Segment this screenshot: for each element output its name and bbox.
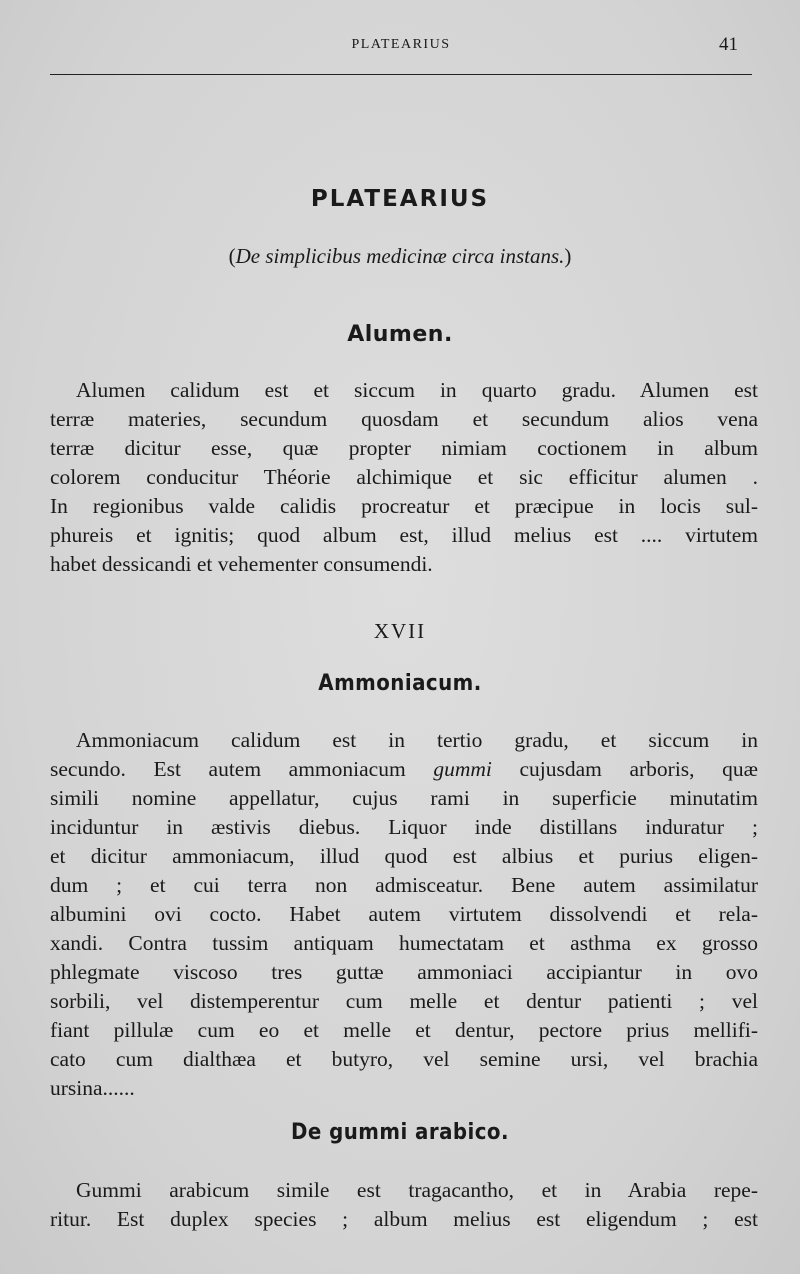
text-line: fiant pillulæ cum eo et melle et dentur, pectore prius mellifi- [50,1018,758,1042]
text-line: terræ materies, secundum quosdam et secundum alios vena [50,407,758,431]
page-number: 41 [719,34,738,55]
text-line: colorem conducitur Théorie alchimique et sic efficitur alumen . [50,465,758,489]
text-line-with-italic [50,755,758,784]
text-line: albumini ovi cocto. Habet autem virtutem dissolvendi et rela- [50,902,758,926]
paragraph-ammoniacum [50,726,758,1103]
running-head [50,34,752,58]
text-line: Ammoniacum calidum est in tertio gradu, et siccum in [76,728,758,752]
text-line: xandi. Contra tussim antiquam humectatam et asthma ex grosso [50,931,758,955]
chapter-subtitle [0,244,800,269]
subtitle-open-paren: ( [228,244,236,268]
text-line: In regionibus valde calidis procreatur et præcipue in locis sul- [50,494,758,518]
section-numeral: XVII [373,619,427,643]
text-line: ursina...... [50,1076,135,1100]
text-line: et dicitur ammoniacum, illud quod est albius et purius eligen- [50,844,758,868]
paragraph-alumen [50,376,758,579]
heading-alumen: Alumen. [347,322,453,347]
header-rule [50,74,752,75]
text-line: habet dessicandi et vehementer consumendi. [50,552,433,576]
text-line: Alumen calidum est et siccum in quarto gradu. Alumen est [76,378,758,402]
text-line: terræ dicitur esse, quæ propter nimiam coctionem in album [50,436,758,460]
text-line: Gummi arabicum simile est tragacantho, et in Arabia repe- [76,1178,758,1202]
text-segment: secundo. Est autem ammoniacum [50,757,434,781]
text-line: phlegmate viscoso tres guttæ ammoniaci accipiantur in ovo [50,960,758,984]
heading-gummi-arabico: De gummi arabico. [291,1120,509,1145]
running-title: PLATEARIUS [351,37,451,52]
text-line: phureis et ignitis; quod album est, illud melius est .... virtutem [50,523,758,547]
heading-ammoniacum: Ammoniacum. [318,671,482,696]
subtitle-close-paren: ) [564,244,572,268]
text-segment: cujusdam arboris, quæ [491,757,758,781]
text-line: dum ; et cui terra non admisceatur. Bene autem assimilatur [50,873,758,897]
subtitle-text: De simplicibus medicinæ circa instans. [235,244,565,268]
text-line: cato cum dialthæa et butyro, vel semine ursi, vel brachia [50,1047,758,1071]
text-line: ritur. Est duplex species ; album melius est eligendum ; est [50,1207,758,1231]
text-line: sorbili, vel distemperentur cum melle et dentur patienti ; vel [50,989,758,1013]
text-line: inciduntur in æstivis diebus. Liquor inde distillans induratur ; [50,815,758,839]
text-line: simili nomine appellatur, cujus rami in superficie minutatim [50,786,758,810]
paragraph-gummi-arabico [50,1176,758,1234]
italic-word: gummi [433,757,492,781]
chapter-title: PLATEARIUS [310,186,490,212]
